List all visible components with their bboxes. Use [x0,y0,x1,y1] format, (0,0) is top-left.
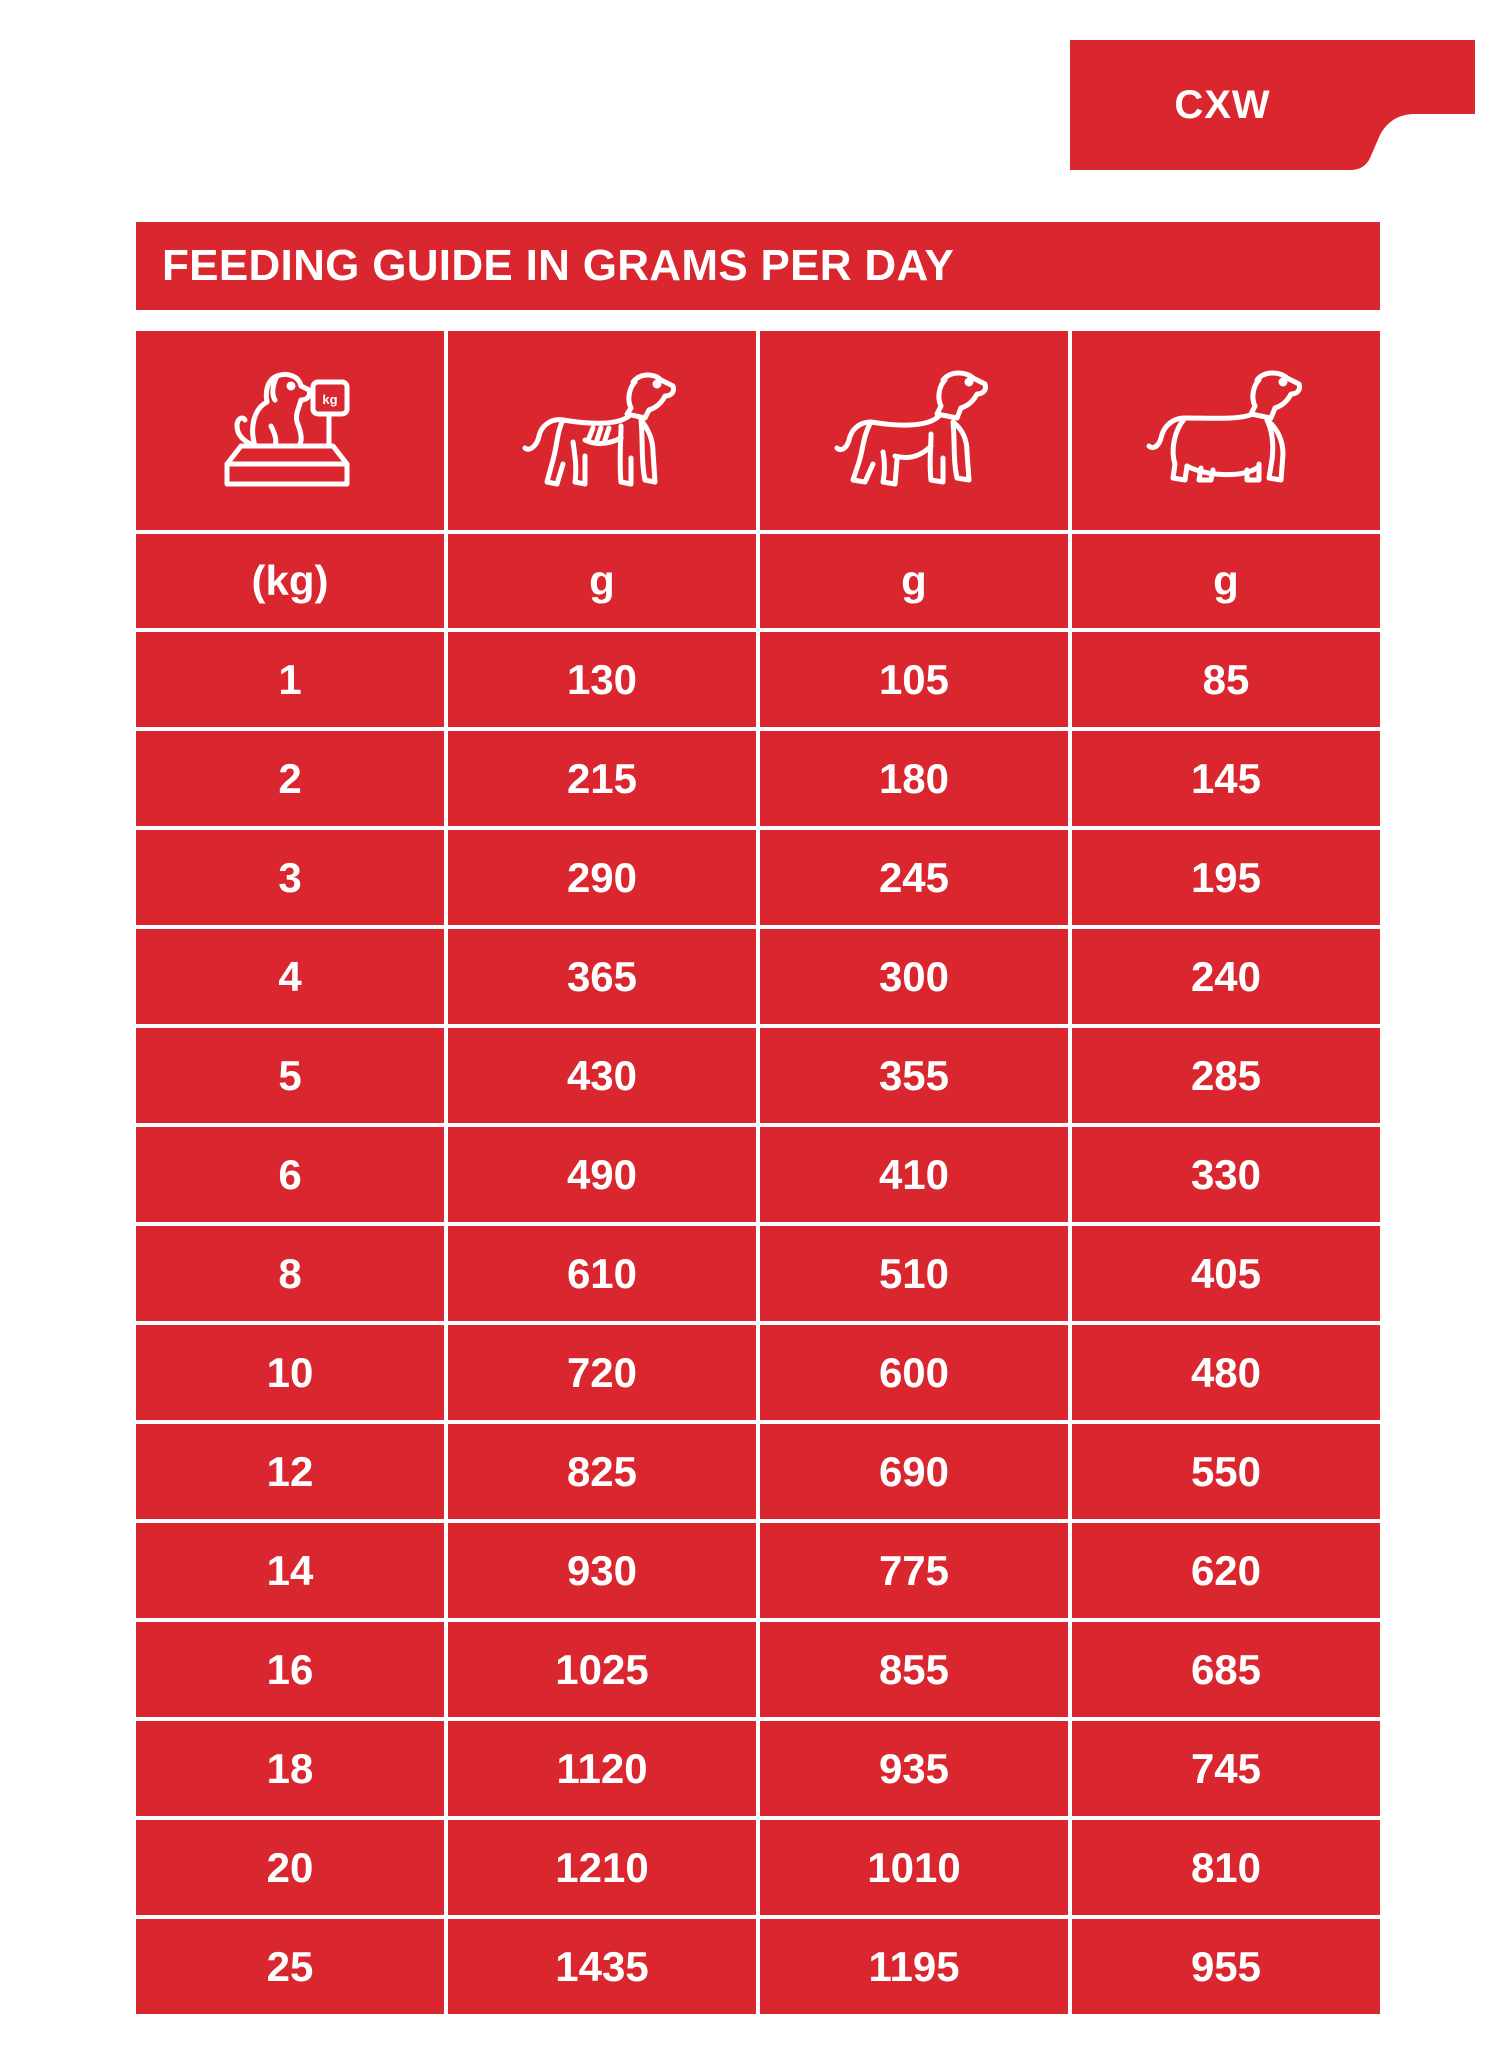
weight-cell: 1 [136,632,444,727]
normal-dog-icon [829,356,999,506]
overweight-grams-cell: 405 [1072,1226,1380,1321]
lean-grams-cell: 1435 [448,1919,756,2014]
ideal-grams-cell: 510 [760,1226,1068,1321]
lean-grams-cell: 930 [448,1523,756,1618]
weight-cell: 3 [136,830,444,925]
overweight-grams-cell: 330 [1072,1127,1380,1222]
lean-grams-cell: 1025 [448,1622,756,1717]
weight-cell: 5 [136,1028,444,1123]
header-cell-weight [136,331,444,530]
ideal-grams-cell: 775 [760,1523,1068,1618]
feeding-table [136,331,1380,2014]
lean-grams-cell: 365 [448,929,756,1024]
unit-cell-ideal: g [760,534,1068,628]
overweight-grams-cell: 85 [1072,632,1380,727]
ideal-grams-cell: 1010 [760,1820,1068,1915]
weight-cell: 20 [136,1820,444,1915]
overweight-grams-cell: 480 [1072,1325,1380,1420]
lean-grams-cell: 490 [448,1127,756,1222]
ideal-grams-cell: 690 [760,1424,1068,1519]
overweight-grams-cell: 810 [1072,1820,1380,1915]
ideal-grams-cell: 600 [760,1325,1068,1420]
overweight-grams-cell: 685 [1072,1622,1380,1717]
overweight-grams-cell: 550 [1072,1424,1380,1519]
weight-cell: 6 [136,1127,444,1222]
weight-cell: 4 [136,929,444,1024]
overweight-grams-cell: 240 [1072,929,1380,1024]
lean-grams-cell: 290 [448,830,756,925]
dog-on-scale-icon [215,356,365,506]
lean-grams-cell: 825 [448,1424,756,1519]
ideal-grams-cell: 935 [760,1721,1068,1816]
header-cell-overweight [1072,331,1380,530]
lean-dog-icon [517,356,687,506]
header-cell-lean [448,331,756,530]
ideal-grams-cell: 245 [760,830,1068,925]
unit-cell-lean: g [448,534,756,628]
ideal-grams-cell: 300 [760,929,1068,1024]
ideal-grams-cell: 355 [760,1028,1068,1123]
header-cell-ideal [760,331,1068,530]
product-code-tab [1070,40,1475,170]
ideal-grams-cell: 1195 [760,1919,1068,2014]
unit-cell-overweight: g [1072,534,1380,628]
page-title: FEEDING GUIDE IN GRAMS PER DAY [162,241,955,290]
overweight-grams-cell: 955 [1072,1919,1380,2014]
scale-label: kg [322,391,338,407]
title-bar [136,222,1380,310]
lean-grams-cell: 130 [448,632,756,727]
ideal-grams-cell: 855 [760,1622,1068,1717]
weight-cell: 18 [136,1721,444,1816]
overweight-grams-cell: 745 [1072,1721,1380,1816]
lean-grams-cell: 430 [448,1028,756,1123]
lean-grams-cell: 1210 [448,1820,756,1915]
unit-cell-weight: (kg) [136,534,444,628]
weight-cell: 14 [136,1523,444,1618]
weight-cell: 16 [136,1622,444,1717]
weight-cell: 2 [136,731,444,826]
lean-grams-cell: 215 [448,731,756,826]
ideal-grams-cell: 105 [760,632,1068,727]
weight-cell: 25 [136,1919,444,2014]
overweight-grams-cell: 620 [1072,1523,1380,1618]
lean-grams-cell: 720 [448,1325,756,1420]
lean-grams-cell: 610 [448,1226,756,1321]
overweight-grams-cell: 145 [1072,731,1380,826]
lean-grams-cell: 1120 [448,1721,756,1816]
overweight-grams-cell: 195 [1072,830,1380,925]
overweight-dog-icon [1141,356,1311,506]
product-code: CXW [1174,83,1271,127]
weight-cell: 12 [136,1424,444,1519]
weight-cell: 8 [136,1226,444,1321]
weight-cell: 10 [136,1325,444,1420]
ideal-grams-cell: 410 [760,1127,1068,1222]
overweight-grams-cell: 285 [1072,1028,1380,1123]
ideal-grams-cell: 180 [760,731,1068,826]
